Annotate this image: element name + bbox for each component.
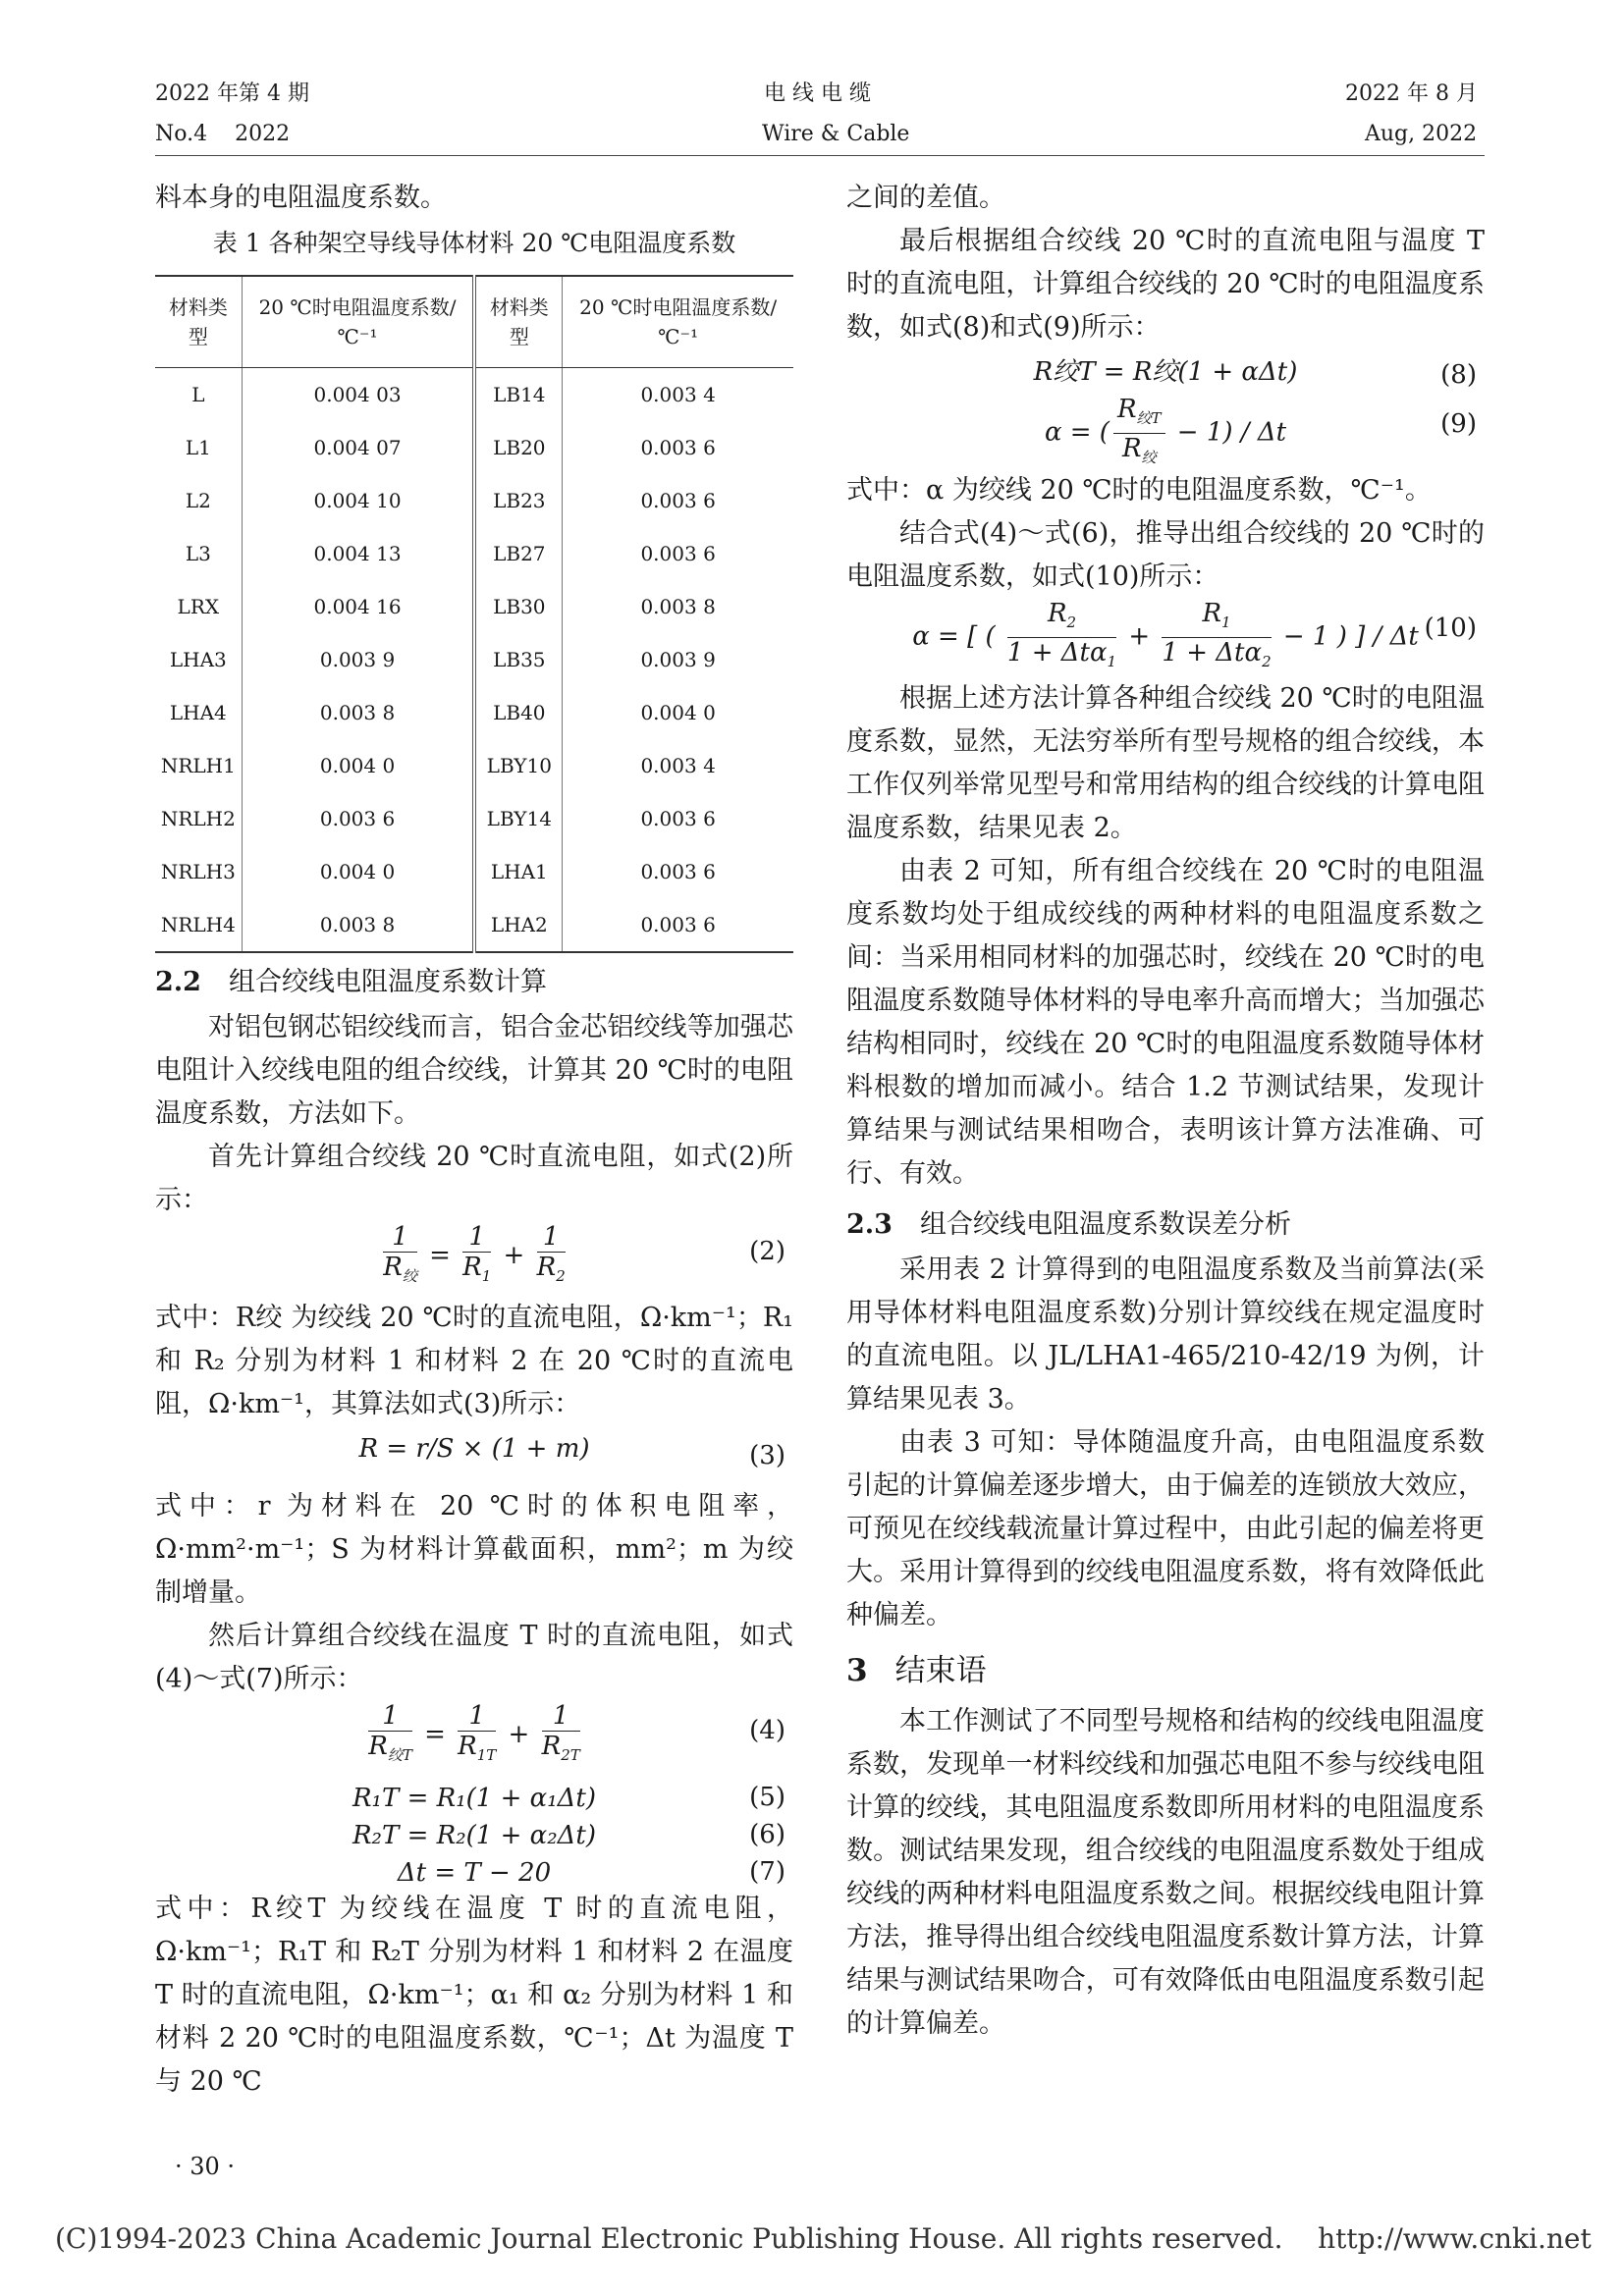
paragraph: 由表 3 可知：导体随温度升高，由电阻温度系数引起的计算偏差逐步增大，由于偏差的连锁放大效应，可预见在绞线载流量计算过程中，由此引起的偏差将更大。采用计算得到的绞线电阻温度系数，将有效降低此种偏差。: [846, 1427, 1485, 1630]
paragraph: 结合式(4)～式(6)，推导出组合绞线的 20 ℃时的电阻温度系数，如式(10)所示：: [846, 518, 1485, 592]
left-column: [155, 177, 793, 2104]
table-header-cell: 20 ℃时电阻温度系数/℃⁻¹: [242, 276, 474, 368]
table-row: [155, 527, 793, 580]
table-row: [155, 739, 793, 792]
table-cell: LB35: [474, 633, 562, 686]
table-cell: 0.003 9: [242, 633, 474, 686]
table-cell: LHA2: [474, 898, 562, 952]
table-cell: 0.004 10: [242, 474, 474, 527]
table-cell: LB30: [474, 580, 562, 633]
equation-10: α = [ ( $\frac{R_2}{1 + \Delta t\alpha_1}$ + $\frac{R_1}{1 + \Delta t\alpha_2}$ − 1 ) ] / Δt (10): [912, 599, 1477, 671]
paragraph: 式中：r 为材料在 20 ℃时的体积电阻率，Ω·mm²·m⁻¹；S 为材料计算截面积，mm²；m 为绞制增量。: [155, 1491, 793, 1608]
header-right-bottom: Aug, 2022: [1365, 122, 1478, 146]
table-cell: LBY10: [474, 739, 562, 792]
paragraph: 对铝包钢芯铝绞线而言，铝合金芯铝绞线等加强芯电阻计入绞线电阻的组合绞线，计算其 20 ℃时的电阻温度系数，方法如下。: [155, 1012, 793, 1129]
header-left-top: 2022 年第 4 期: [155, 81, 309, 106]
table-cell: 0.003 4: [640, 383, 716, 406]
paragraph: 首先计算组合绞线 20 ℃时直流电阻，如式(2)所示：: [155, 1142, 793, 1215]
paragraph: 式中：R绞T 为绞线在温度 T 时的直流电阻，Ω·km⁻¹；R₁T 和 R₂T 分别为材料 1 和材料 2 在温度 T 时的直流电阻，Ω·km⁻¹；α₁ 和 α₂ 分别为材料 1 和材料 2 20 ℃时的电阻温度系数，℃⁻¹；Δt 为温度 T 与 20 ℃: [155, 1894, 793, 2097]
table-cell: L: [155, 368, 242, 422]
paragraph: 之间的差值。: [846, 183, 1005, 213]
table-row: [155, 580, 793, 633]
section-heading-2-2: 2.2 组合绞线电阻温度系数计算: [155, 967, 547, 997]
table-cell: 0.004 0: [242, 739, 474, 792]
section-heading-3: 3 结束语: [846, 1653, 987, 1688]
table-cell: L1: [155, 421, 242, 474]
table-cell: 0.003 9: [640, 648, 716, 671]
page-number: · 30 ·: [175, 2153, 236, 2180]
table-cell: 0.003 8: [640, 595, 716, 618]
table-cell: 0.004 0: [640, 701, 716, 724]
table-header-cell: 20 ℃时电阻温度系数/℃⁻¹: [563, 276, 793, 368]
paragraph: 本工作测试了不同型号规格和结构的绞线电阻温度系数，发现单一材料绞线和加强芯电阻不参与绞线电阻计算的绞线，其电阻温度系数即所用材料的电阻温度系数。测试结果发现，组合绞线的电阻温度系数处于组成绞线的两种材料电阻温度系数之间。根据绞线电阻计算方法，推导得出组合绞线电阻温度系数计算方法，计算结果与测试结果吻合，可有效降低由电阻温度系数引起的计算偏差。: [846, 1706, 1485, 2039]
equation-6: R₂T = R₂(1 + α₂Δt) (6): [352, 1820, 785, 1850]
table-cell: LBY14: [474, 792, 562, 845]
equation-8: R绞T = R绞(1 + αΔt) (8): [1033, 357, 1477, 390]
table-cell: 0.003 6: [640, 913, 716, 936]
table-cell: LB20: [474, 421, 562, 474]
table-row: [155, 845, 793, 898]
table-row: [155, 792, 793, 845]
table-cell: 0.003 8: [242, 686, 474, 739]
table-cell: 0.003 6: [242, 792, 474, 845]
table-cell: L2: [155, 474, 242, 527]
equation-9: α = ( $\frac{R_{绞T}}{R_绞}$ − 1) / Δt (9): [1044, 395, 1477, 467]
right-column: [846, 177, 1485, 2046]
table-cell: NRLH3: [155, 845, 242, 898]
table-cell: LB27: [474, 527, 562, 580]
table-row: [155, 368, 793, 422]
table-cell: 0.004 0: [242, 845, 474, 898]
table-cell: LHA3: [155, 633, 242, 686]
paragraph: 采用表 2 计算得到的电阻温度系数及当前算法(采用导体材料电阻温度系数)分别计算绞线在规定温度时的直流电阻。以 JL/LHA1-465/210-42/19 为例，计算结果见表 3。: [846, 1255, 1485, 1415]
equation-4: $\frac{1}{R_{绞T}}$ = $\frac{1}{R_{1T}}$ + $\frac{1}{R_{2T}}$ (4): [368, 1701, 785, 1765]
equation-3: R = r/S × (1 + m) (3): [358, 1434, 785, 1470]
table-cell: NRLH1: [155, 739, 242, 792]
table-cell: 0.004 13: [242, 527, 474, 580]
table-caption: 表 1 各种架空导线导体材料 20 ℃电阻温度系数: [212, 229, 736, 257]
table-cell: LB40: [474, 686, 562, 739]
table-cell: 0.004 07: [242, 421, 474, 474]
table-row: [155, 421, 793, 474]
resistance-coefficient-table: [155, 275, 793, 953]
table-cell: NRLH2: [155, 792, 242, 845]
paragraph: 根据上述方法计算各种组合绞线 20 ℃时的电阻温度系数，显然，无法穷举所有型号规格的组合绞线，本工作仅列举常见型号和常用结构的组合绞线的计算电阻温度系数，结果见表 2。: [846, 683, 1485, 843]
table-cell: 0.003 6: [640, 489, 716, 512]
paragraph: 料本身的电阻温度系数。: [155, 183, 447, 213]
table-cell: 0.004 03: [242, 368, 474, 422]
table-cell: 0.003 4: [640, 754, 716, 777]
table-row: [155, 474, 793, 527]
header-right-top: 2022 年 8 月: [1345, 81, 1478, 106]
table-cell: LHA4: [155, 686, 242, 739]
table-cell: NRLH4: [155, 898, 242, 952]
paragraph: 然后计算组合绞线在温度 T 时的直流电阻，如式(4)～式(7)所示：: [155, 1621, 793, 1694]
section-heading-2-3: 2.3 组合绞线电阻温度系数误差分析: [846, 1209, 1291, 1240]
table-cell: 0.003 6: [640, 807, 716, 830]
equation-5: R₁T = R₁(1 + α₁Δt) (5): [352, 1783, 785, 1813]
equation-7: Δt = T − 20 (7): [397, 1857, 785, 1888]
paragraph: 式中：R绞 为绞线 20 ℃时的直流电阻，Ω·km⁻¹；R₁ 和 R₂ 分别为材料 1 和材料 2 在 20 ℃时的直流电阻，Ω·km⁻¹，其算法如式(3)所示：: [155, 1303, 793, 1419]
header-left-bottom: No.4 2022: [155, 122, 291, 146]
header-rule: [155, 155, 1485, 156]
table-cell: LHA1: [474, 845, 562, 898]
table-cell: 0.003 8: [242, 898, 474, 952]
copyright-footer: (C)1994-2023 China Academic Journal Electronic Publishing House. All rights reserved. http://www.cnki.net: [55, 2222, 1592, 2255]
table-cell: LB14: [474, 368, 562, 422]
paragraph: 由表 2 可知，所有组合绞线在 20 ℃时的电阻温度系数均处于组成绞线的两种材料的电阻温度系数之间：当采用相同材料的加强芯时，绞线在 20 ℃时的电阻温度系数随导体材料的导电率升高而增大；当加强芯结构相同时，绞线在 20 ℃时的电阻温度系数随导体材料根数的增加而减小。结合 1.2 节测试结果，发现计算结果与测试结果相吻合，表明该计算方法准确、可行、有效。: [846, 856, 1485, 1189]
paragraph: 式中：α 为绞线 20 ℃时的电阻温度系数，℃⁻¹。: [846, 475, 1432, 506]
table-row: [155, 633, 793, 686]
table-header-cell: 材料类型: [474, 276, 562, 368]
table-cell: 0.003 6: [640, 436, 716, 459]
equation-2: $\frac{1}{R_绞}$ = $\frac{1}{R_1}$ + $\frac{1}{R_2}$ (2): [383, 1222, 785, 1286]
header-center-top: 电 线 电 缆: [764, 81, 871, 106]
table-header-cell: 材料类型: [155, 276, 242, 368]
table-cell: LB23: [474, 474, 562, 527]
table-cell: 0.003 6: [640, 542, 716, 565]
table-cell: 0.004 16: [242, 580, 474, 633]
header-center-bottom: Wire & Cable: [762, 122, 910, 146]
paragraph: 最后根据组合绞线 20 ℃时的直流电阻与温度 T 时的直流电阻，计算组合绞线的 20 ℃时的电阻温度系数，如式(8)和式(9)所示：: [846, 226, 1485, 343]
table-row: [155, 686, 793, 739]
table-cell: LRX: [155, 580, 242, 633]
table-cell: L3: [155, 527, 242, 580]
table-cell: 0.003 6: [640, 860, 716, 883]
table-row: [155, 898, 793, 952]
